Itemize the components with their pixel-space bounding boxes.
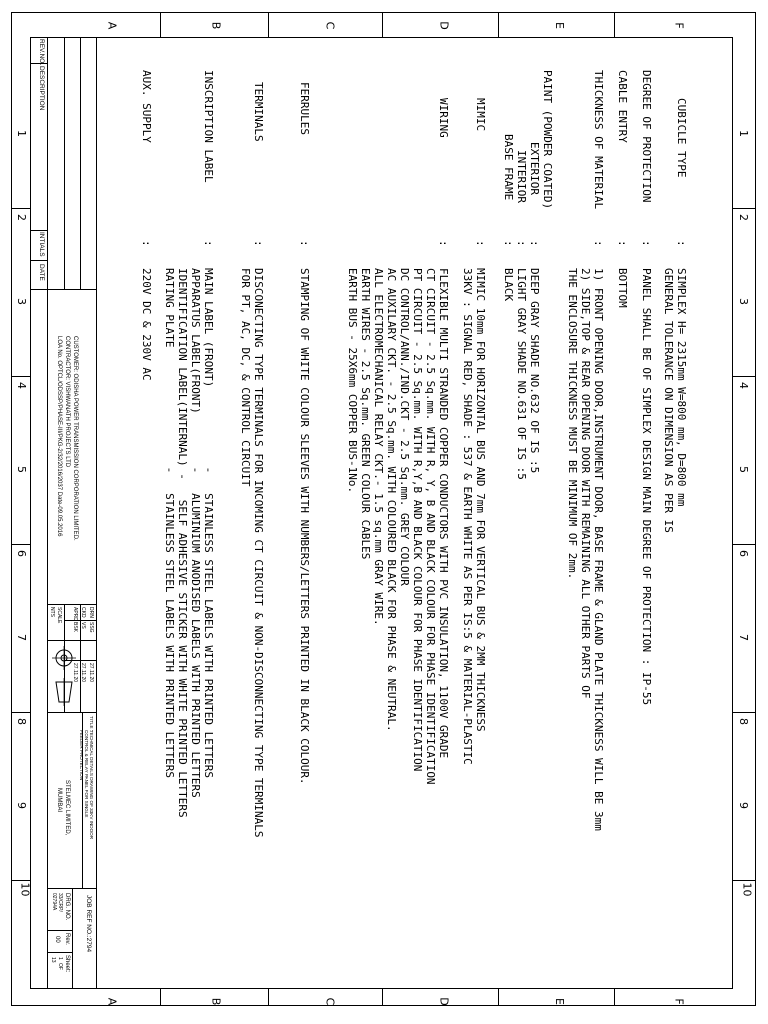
customer-text: CUSTOMER: ODISHA POWER TRANSMISSION CORPORATION LIMITED.: [72, 336, 78, 541]
scale-value: NTS: [49, 607, 55, 617]
zone-row-b-top: B: [209, 21, 223, 30]
zone-col-5-left: 5: [15, 466, 28, 473]
colon-mimic: :: [474, 240, 487, 247]
zone-col-9-left: 9: [15, 802, 28, 809]
title-line-1: TECHNICAL DETAILS DRAWING OF 33KV INDOOR: [89, 730, 94, 840]
description-header: DESCRIPTION: [38, 66, 45, 111]
label-cable-entry: CABLE ENTRY: [616, 70, 629, 143]
scale-label: SCALE: [56, 607, 62, 624]
contractor-text: CONTRACTOR: VISHWANATH PROJECTS LTD: [64, 336, 70, 468]
zone-col-4-left: 4: [15, 382, 28, 389]
zone-col-6-left: 6: [15, 550, 28, 557]
value-inscription-line-1: MAIN LABEL (FRONT) - STAINLESS STEEL LABELS WITH PRINTED LETTERS: [202, 268, 215, 778]
approval-drn-name: SSG: [88, 622, 94, 633]
zone-row-d-top: D: [437, 21, 451, 30]
zone-col-2-right: 2: [737, 214, 750, 221]
approval-drn-date: 27.11.20: [88, 663, 94, 683]
zone-row-d-bottom: D: [437, 997, 451, 1006]
approval-ckd-name: VS: [80, 622, 86, 629]
zone-col-1-right: 1: [737, 130, 750, 137]
value-wiring-line-7: EARTH WIRES - 2.5 Sq.mm. GREEN COLOUR CABLES: [359, 268, 372, 560]
sheet-label: Sheet:: [64, 955, 70, 973]
label-paint-base-frame: BASE FRAME: [502, 134, 515, 201]
sheet-value-1: 1: [57, 957, 63, 960]
rev-no-header: REV.NO.: [38, 39, 45, 66]
label-wiring: WIRING: [437, 98, 450, 138]
value-cable-entry: BOTTOM: [616, 268, 629, 308]
label-degree-of-protection: DEGREE OF PROTECTION: [640, 70, 653, 203]
zone-row-f-bottom: F: [672, 998, 686, 1005]
zone-row-f-top: F: [672, 22, 686, 29]
zone-col-7-left: 7: [15, 634, 28, 641]
zone-row-c-top: C: [323, 21, 337, 30]
initials-header: INTIALS: [38, 232, 45, 257]
sheet-value-total: 13: [50, 957, 56, 963]
colon-thickness-of-material: :: [592, 240, 605, 247]
value-inscription-line-2: APPARATUS LABEL(FRONT) - ALUMINIUM ANODISED LABELS WITH PRINTED LETTERS: [189, 268, 202, 798]
zone-row-c-bottom: C: [323, 997, 337, 1006]
colon-terminals: :: [252, 240, 265, 247]
colon-inscription: :: [202, 240, 215, 247]
label-cubicle-type: CUBICLE TYPE: [675, 98, 688, 178]
loa-text: LOA No. OPTCL/ODSSP/PHASE-III/PKG-2/32/2016/2037 Date-09.05.2016: [56, 336, 62, 537]
company-name: STELMEC LIMITED,: [64, 780, 70, 836]
value-wiring-line-6: ALL ELECTROMECHANICAL RELAY CKT.- 1.5 sq.mm GRAY WIRE.: [372, 268, 385, 626]
zone-col-10-right: 10: [740, 882, 754, 897]
value-paint-base-frame: BLACK: [502, 268, 515, 302]
label-paint: PAINT (POWDER COATED): [541, 70, 554, 210]
value-wiring-line-8: EARTH BUS - 25X6mm COPPER BUS-1No.: [346, 268, 359, 494]
zone-col-10-left: 10: [18, 882, 32, 897]
zone-row-a-top: A: [105, 21, 119, 30]
value-cubicle-type-line-1: SIMPLEX H= 2315mm W=800 mm, D=800 mm: [675, 268, 688, 507]
label-inscription: INSCRIPTION LABEL: [202, 70, 215, 183]
value-paint-exterior: DEEP GRAY SHADE NO.632 OF IS :5: [528, 268, 541, 474]
label-aux-supply: AUX. SUPPLY: [140, 70, 153, 143]
job-ref: JOB REF NO.:2794: [85, 895, 92, 953]
value-thickness-line-2: 2) SIDE,TOP & REAR OPENING DOOR WITH REMAINING ALL OTHER PARTS OF: [579, 268, 592, 699]
zone-col-8-right: 8: [737, 718, 750, 725]
label-thickness-of-material: THICKNESS OF MATERIAL: [592, 70, 605, 210]
zone-row-b-bottom: B: [209, 997, 223, 1006]
value-wiring-line-2: CT CIRCUIT - 2.5 Sq.mm. WITH R, Y, B AND BLACK COLOUR FOR PHASE IDENTIFICATION: [424, 268, 437, 785]
value-inscription-line-3: IDENTIFICATION LABEL(INTERNAL) - SELF ADHESIVE STICKER WITH WHITE PRINTED LETTERS: [176, 268, 189, 818]
colon-wiring: :: [437, 240, 450, 247]
value-mimic-line-1: MIMIC 10mm FOR HORIZONTAL BUS AND 7mm FOR VERTICAL BUS & 2MM THICKNESS: [474, 268, 487, 732]
label-paint-exterior: EXTERIOR: [528, 142, 541, 195]
drg-no-value-1: 33/CRP/: [57, 893, 63, 912]
sheet-value-of: OF: [57, 963, 63, 970]
zone-col-1-left: 1: [15, 130, 28, 137]
approval-ckd-date: 27.11.20: [80, 663, 86, 683]
approval-aprd-role: APRD: [72, 607, 78, 621]
title-line-2: CONTROL & RELAY PANEL FOR SINGLE: [84, 730, 89, 818]
rev-value: 00: [54, 936, 60, 943]
label-paint-interior: INTERIOR: [515, 150, 528, 203]
approval-ckd-role: CKD: [80, 607, 86, 618]
approval-drn-role: DRN: [88, 607, 94, 618]
colon-paint-exterior: :: [528, 240, 541, 247]
colon-cable-entry: :: [616, 240, 629, 247]
colon-degree-of-protection: :: [640, 240, 653, 247]
label-mimic: MIMIC: [474, 98, 487, 132]
title-label: TITLE :: [89, 716, 94, 732]
colon-paint-base-frame: :: [502, 240, 515, 247]
value-thickness-line-3: THE ENCLOSURE THICKNESS MUST BE MINIMUM OF 2mm.: [566, 268, 579, 580]
value-thickness-line-1: 1) FRONT OPENING DOOR,INSTRUMENT DOOR, BASE FRAME & GLAND PLATE THICKNESS WILL BE 3mm: [592, 268, 605, 831]
title-line-3: FEEDER PROTECTION: [79, 730, 84, 781]
zone-col-8-left: 8: [15, 718, 28, 725]
zone-col-5-right: 5: [737, 466, 750, 473]
zone-row-a-bottom: A: [105, 997, 119, 1006]
label-terminals: TERMINALS: [252, 82, 265, 142]
value-cubicle-type-line-2: GENERAL TOLERANCE ON DIMENSION AS PER IS: [662, 268, 675, 533]
zone-row-e-bottom: E: [552, 998, 566, 1005]
drg-no-value-2: 02794A: [51, 893, 57, 911]
value-wiring-line-1: FLEXIBLE MULTI STRANDED COPPER CONDUCTORS WITH PVC INSULATION, 1100V GRADE: [437, 268, 450, 759]
zone-row-e-top: E: [552, 22, 566, 29]
approval-aprd-date: 27.11.20: [72, 663, 78, 683]
zone-col-3-right: 3: [737, 298, 750, 305]
value-terminals-line-2: FOR PT, AC, DC, & CONTROL CIRCUIT: [239, 268, 252, 487]
colon-ferrules: :: [298, 240, 311, 247]
value-wiring-line-3: PT CIRCUIT - 2.5 Sq.mm. WITH R,Y,B AND BLACK COLOUR FOR PHASE IDENTIFICATION: [411, 268, 424, 772]
value-aux-supply: 220V DC & 230V AC: [140, 268, 153, 381]
colon-paint-interior: :: [515, 240, 528, 247]
value-terminals-line-1: DISCONECTING TYPE TERMINALS FOR INCOMING CT CIRCUIT & NON-DISCONNECTING TYPE TERMINALS: [252, 268, 265, 838]
value-degree-of-protection: PANEL SHALL BE OF SIMPLEX DESIGN MAIN DEGREE OF PROTECTION : IP-55: [640, 268, 653, 706]
date-header: DATE: [38, 264, 45, 281]
approval-aprd-name: BSK: [72, 622, 78, 633]
value-wiring-line-5: AC AUXILARY CKT. - 2.5 Sq.mm. WITH COLOURED BLACK FOR PHASE & NEUTRAL.: [385, 268, 398, 732]
company-city: MUMBAI: [56, 788, 62, 812]
zone-col-7-right: 7: [737, 634, 750, 641]
value-ferrules: STAMPING OF WHITE COLOUR SLEEVES WITH NUMBERS/LETTERS PRINTED IN BLACK COLOUR.: [298, 268, 311, 785]
label-ferrules: FERRULES: [298, 82, 311, 135]
colon-aux-supply: :: [140, 240, 153, 247]
value-paint-interior: LIGHT GRAY SHADE NO.631 OF IS :5: [515, 268, 528, 480]
zone-col-4-right: 4: [737, 382, 750, 389]
colon-cubicle-type: :: [675, 240, 688, 247]
zone-col-2-left: 2: [15, 214, 28, 221]
drg-no-label: DRG. NO.: [64, 893, 70, 921]
zone-col-3-left: 3: [15, 298, 28, 305]
zone-col-6-right: 6: [737, 550, 750, 557]
zone-col-9-right: 9: [737, 802, 750, 809]
value-wiring-line-4: DC CONTROL/ANN./IND.CKT - 2.5 Sq.mm. GREY COLOUR: [398, 268, 411, 586]
value-inscription-line-4: RATING PLATE - STAINLESS STEEL LABELS WITH PRINTED LETTERS: [163, 268, 176, 778]
value-mimic-line-2: 33KV : SIGNAL RED, SHADE : 537 & EARTH WHITE AS PER IS:5 & MATERIAL-PLASTIC: [461, 268, 474, 765]
rev-label: Rev.: [64, 933, 70, 945]
third-angle-projection-icon: [49, 640, 79, 710]
